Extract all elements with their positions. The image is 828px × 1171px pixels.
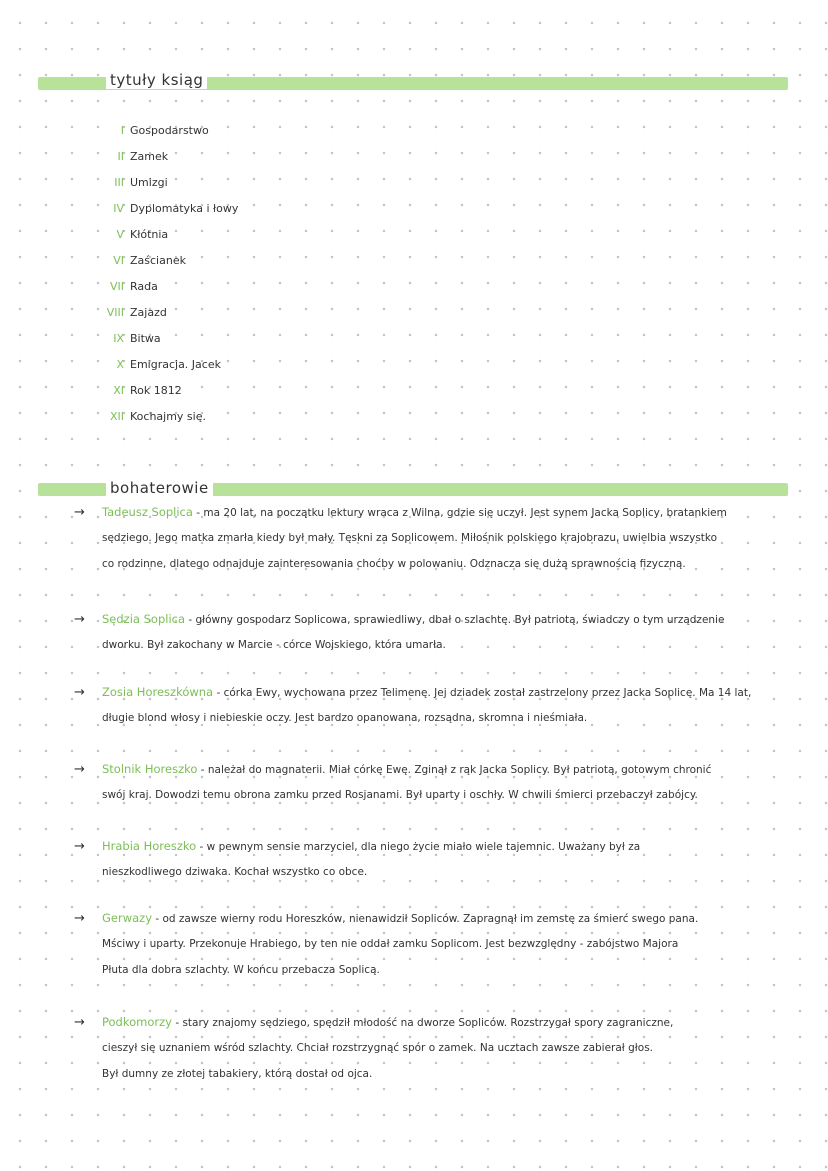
character-description-line <box>102 557 792 571</box>
character-description-text: - należał do magnaterii. Miał córkę Ewę. Zginął z rąk Jacka Soplicy. Był patriotą, gotowym chronić <box>200 764 712 776</box>
characters-heading: bohaterowie <box>106 479 213 497</box>
book-number: IX <box>113 332 124 345</box>
character-description-line <box>102 685 792 700</box>
character-name: Hrabia Horeszko <box>102 839 197 853</box>
arrow-icon: → <box>74 505 85 520</box>
book-number: V <box>116 228 124 241</box>
character-name: Zosia Horeszkówna <box>102 685 214 699</box>
character-name: Sędzia Soplica <box>102 612 186 626</box>
book-title: Rada <box>130 280 158 293</box>
book-item <box>98 407 238 433</box>
book-item <box>98 147 238 173</box>
book-number: XI <box>113 384 124 397</box>
book-item <box>98 355 238 381</box>
character-description-line <box>102 788 792 802</box>
book-number: II <box>117 150 124 163</box>
book-number: X <box>116 358 124 371</box>
character-name: Tadeusz Soplica <box>102 505 193 519</box>
book-number: VII <box>109 280 124 293</box>
arrow-icon: → <box>74 911 85 926</box>
character-description-line <box>102 638 792 652</box>
book-title: Zamek <box>130 150 169 163</box>
character-description-line <box>102 839 792 854</box>
book-number: III <box>114 176 124 189</box>
book-number: VI <box>113 254 124 267</box>
book-title: Zajazd <box>130 306 167 319</box>
character-description-text: - stary znajomy sędziego, spędził młodość na dworze Sopliców. Rozstrzygał spory zagraniczne, <box>175 1017 674 1029</box>
character-description-line <box>102 531 792 545</box>
character-description-text: Był dumny ze złotej tabakiery, którą dostał od ojca. <box>102 1068 373 1080</box>
book-title: Umizgi <box>130 176 168 189</box>
book-item <box>98 199 238 225</box>
character-description-line <box>102 1041 792 1055</box>
arrow-icon: → <box>74 612 85 627</box>
book-item <box>98 121 238 147</box>
character-description-text: sędziego. Jego matka zmarła kiedy był mały. Tęskni za Soplicowem. Miłośnik polskiego krajobrazu, uwielbia wszystko <box>102 532 718 544</box>
character-description-text: - główny gospodarz Soplicowa, sprawiedliwy, dbał o szlachtę. Był patriotą, świadczy o tym urządzenie <box>188 614 725 626</box>
book-item <box>98 381 238 407</box>
character-description-text: Płuta dla dobra szlachty. W końcu przebacza Soplicą. <box>102 964 380 976</box>
character-description-text: Mściwy i uparty. Przekonuje Hrabiego, by ten nie oddał zamku Soplicom. Jest bezwzględny - zabójstwo Majora <box>102 938 679 950</box>
character-description-line <box>102 963 792 977</box>
book-title: Gospodarstwo <box>130 124 209 137</box>
book-title: Zaścianek <box>130 254 186 267</box>
character-description-text: - od zawsze wierny rodu Horeszków, nienawidził Sopliców. Zapragnął im zemstę za śmierć swego pana. <box>155 913 699 925</box>
character-description-text: cieszył się uznaniem wśród szlachty. Chciał rozstrzygnąć spór o zamek. Na ucztach zawsze zabierał głos. <box>102 1042 653 1054</box>
character-description-text: swój kraj. Dowodzi temu obrona zamku przed Rosjanami. Był uparty i oschły. W chwili śmierci przebaczył zabójcy. <box>102 789 698 801</box>
book-number: I <box>120 124 124 137</box>
book-item <box>98 303 238 329</box>
character-description-line <box>102 505 792 520</box>
book-title: Dyplomatyka i łowy <box>130 202 239 215</box>
book-title: Kochajmy się. <box>130 410 206 423</box>
book-item <box>98 225 238 251</box>
book-item <box>98 173 238 199</box>
book-number: VIII <box>106 306 124 319</box>
character-name: Gerwazy <box>102 911 153 925</box>
arrow-icon: → <box>74 839 85 854</box>
book-number: IV <box>113 202 124 215</box>
character-description-text: co rodzinne, dlatego odnajduje zainteresowania choćby w polowaniu. Odznacza się dużą sprawnością fizyczną. <box>102 558 686 570</box>
book-title: Emigracja. Jacek <box>130 358 221 371</box>
character-name: Stolnik Horeszko <box>102 762 198 776</box>
books-list <box>98 121 238 433</box>
books-heading: tytuły ksiąg <box>106 71 207 89</box>
character-description-line <box>102 762 792 777</box>
character-description-line <box>102 865 792 879</box>
book-number: XII <box>109 410 124 423</box>
character-name: Podkomorzy <box>102 1015 172 1029</box>
character-description-text: nieszkodliwego dziwaka. Kochał wszystko co obce. <box>102 866 368 878</box>
character-description-text: - w pewnym sensie marzyciel, dla niego życie miało wiele tajemnic. Uważany był za <box>199 841 641 853</box>
character-description-line <box>102 1067 792 1081</box>
character-description-text: - ma 20 lat, na początku lektury wraca z Wilna, gdzie się uczył. Jest synem Jacka Soplicy, bratankiem <box>196 507 727 519</box>
character-description-line <box>102 711 792 725</box>
character-description-line <box>102 612 792 627</box>
character-description-line <box>102 937 792 951</box>
arrow-icon: → <box>74 685 85 700</box>
character-description-text: długie blond włosy i niebieskie oczy. Jest bardzo opanowana, rozsądna, skromna i nieśmiała. <box>102 712 588 724</box>
arrow-icon: → <box>74 1015 85 1030</box>
book-item <box>98 251 238 277</box>
book-title: Bitwa <box>130 332 161 345</box>
character-description-line <box>102 1015 792 1030</box>
arrow-icon: → <box>74 762 85 777</box>
book-title: Rok 1812 <box>130 384 182 397</box>
book-item <box>98 329 238 355</box>
character-description-text: - córka Ewy, wychowana przez Telimenę. Jej dziadek został zastrzelony przez Jacka Soplicę. Ma 14 lat, <box>216 687 752 699</box>
book-title: Kłótnia <box>130 228 169 241</box>
book-item <box>98 277 238 303</box>
character-description-text: dworku. Był zakochany w Marcie - córce Wojskiego, która umarła. <box>102 639 446 651</box>
character-description-line <box>102 911 792 926</box>
